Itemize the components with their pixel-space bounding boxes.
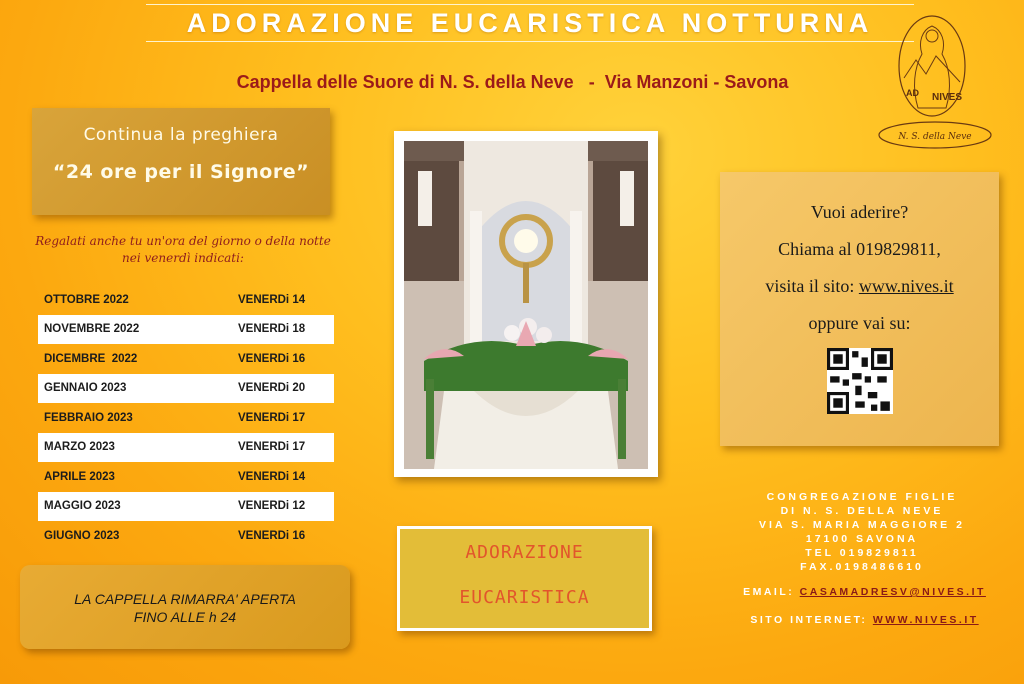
schedule-month: NOVEMBRE 2022 [44,323,140,336]
altar-photo [404,141,648,469]
schedule-month: OTTOBRE 2022 [44,293,129,306]
email-line [722,586,1007,598]
adoration-line-2: EUCARISTICA [459,587,590,608]
congregation-line-6: FAX.0198486610 [800,561,924,573]
schedule-row [38,433,334,463]
schedule-day: VENERDi 18 [238,323,306,336]
congregation-address [722,490,1002,574]
schedule-row [38,285,334,315]
join-or: oppure vai su: [808,313,911,333]
schedule-month: APRILE 2023 [44,470,115,483]
open-notice-line-1: LA CAPPELLA RIMARRA' APERTA [74,591,296,607]
schedule-day: VENERDi 14 [238,293,306,306]
schedule-day: VENERDi 17 [238,441,306,454]
schedule-day: VENERDi 16 [238,529,306,542]
header [140,4,920,42]
schedule-month: GIUGNO 2023 [44,529,120,542]
schedule-day: VENERDi 16 [238,352,306,365]
schedule-month: DICEMBRE 2022 [44,352,138,365]
email-label: EMAIL: [743,586,800,598]
adoration-line-1: ADORAZIONE [465,542,584,563]
join-call: Chiama al 019829811, [778,239,941,259]
schedule-day: VENERDi 20 [238,382,306,395]
gift-line-2: nei venerdì indicati: [122,251,244,265]
prayer-line-1: Continua la preghiera [83,125,279,145]
open-notice-line-2: FINO ALLE h 24 [133,609,237,625]
congregation-line-5: TEL 019829811 [805,547,919,559]
schedule-month: MAGGIO 2023 [44,500,121,513]
prayer-line-2: “24 ore per il Signore” [52,161,310,183]
schedule-day: VENERDi 14 [238,470,306,483]
title-rule-bottom [146,41,914,42]
schedule-row [38,374,334,404]
email-link[interactable]: CASAMADRESV@NIVES.IT [799,586,986,598]
schedule-month: MARZO 2023 [44,441,115,454]
chapel-photo-frame [394,131,658,477]
schedule-row [38,462,334,492]
qr-code-icon[interactable] [827,348,893,414]
gift-line-1: Regalati anche tu un'ora del giorno o della notte [35,234,331,248]
prayer-box [32,108,330,215]
join-visit-prefix: visita il sito: [765,276,859,296]
join-visit [720,260,999,297]
gift-text [22,233,344,267]
page-title: ADORAZIONE EUCARISTICA NOTTURNA [186,8,874,38]
schedule-day: VENERDi 17 [238,411,306,424]
page-subtitle: Cappella delle Suore di N. S. della Neve - Via Manzoni - Savona [236,72,789,92]
schedule-table [38,285,334,551]
congregation-line-1: CONGREGAZIONE FIGLIE [766,491,958,503]
schedule-row [38,315,334,345]
logo-caption: N. S. della Neve [898,132,972,142]
schedule-row [38,492,334,522]
join-box [720,172,999,446]
logo-text-right: NIVES [932,92,963,103]
website-link[interactable]: www.nives.it [858,276,954,296]
schedule-day: VENERDi 12 [238,500,306,513]
site-link[interactable]: WWW.NIVES.IT [872,614,979,626]
join-question: Vuoi aderire? [810,202,909,222]
chapel-open-notice [20,565,350,649]
congregation-line-4: 17100 SAVONA [805,533,919,545]
congregation-line-2: DI N. S. DELLA NEVE [780,505,944,517]
logo-text-left: AD [906,88,919,98]
schedule-row [38,344,334,374]
schedule-row [38,403,334,433]
schedule-month: FEBBRAIO 2023 [44,411,133,424]
schedule-row [38,521,334,551]
nives-logo [870,8,1000,158]
adoration-box [397,526,652,631]
site-label: SITO INTERNET: [750,614,873,626]
congregation-line-3: VIA S. MARIA MAGGIORE 2 [759,519,965,531]
schedule-month: GENNAIO 2023 [44,382,127,395]
site-line [722,614,1007,626]
